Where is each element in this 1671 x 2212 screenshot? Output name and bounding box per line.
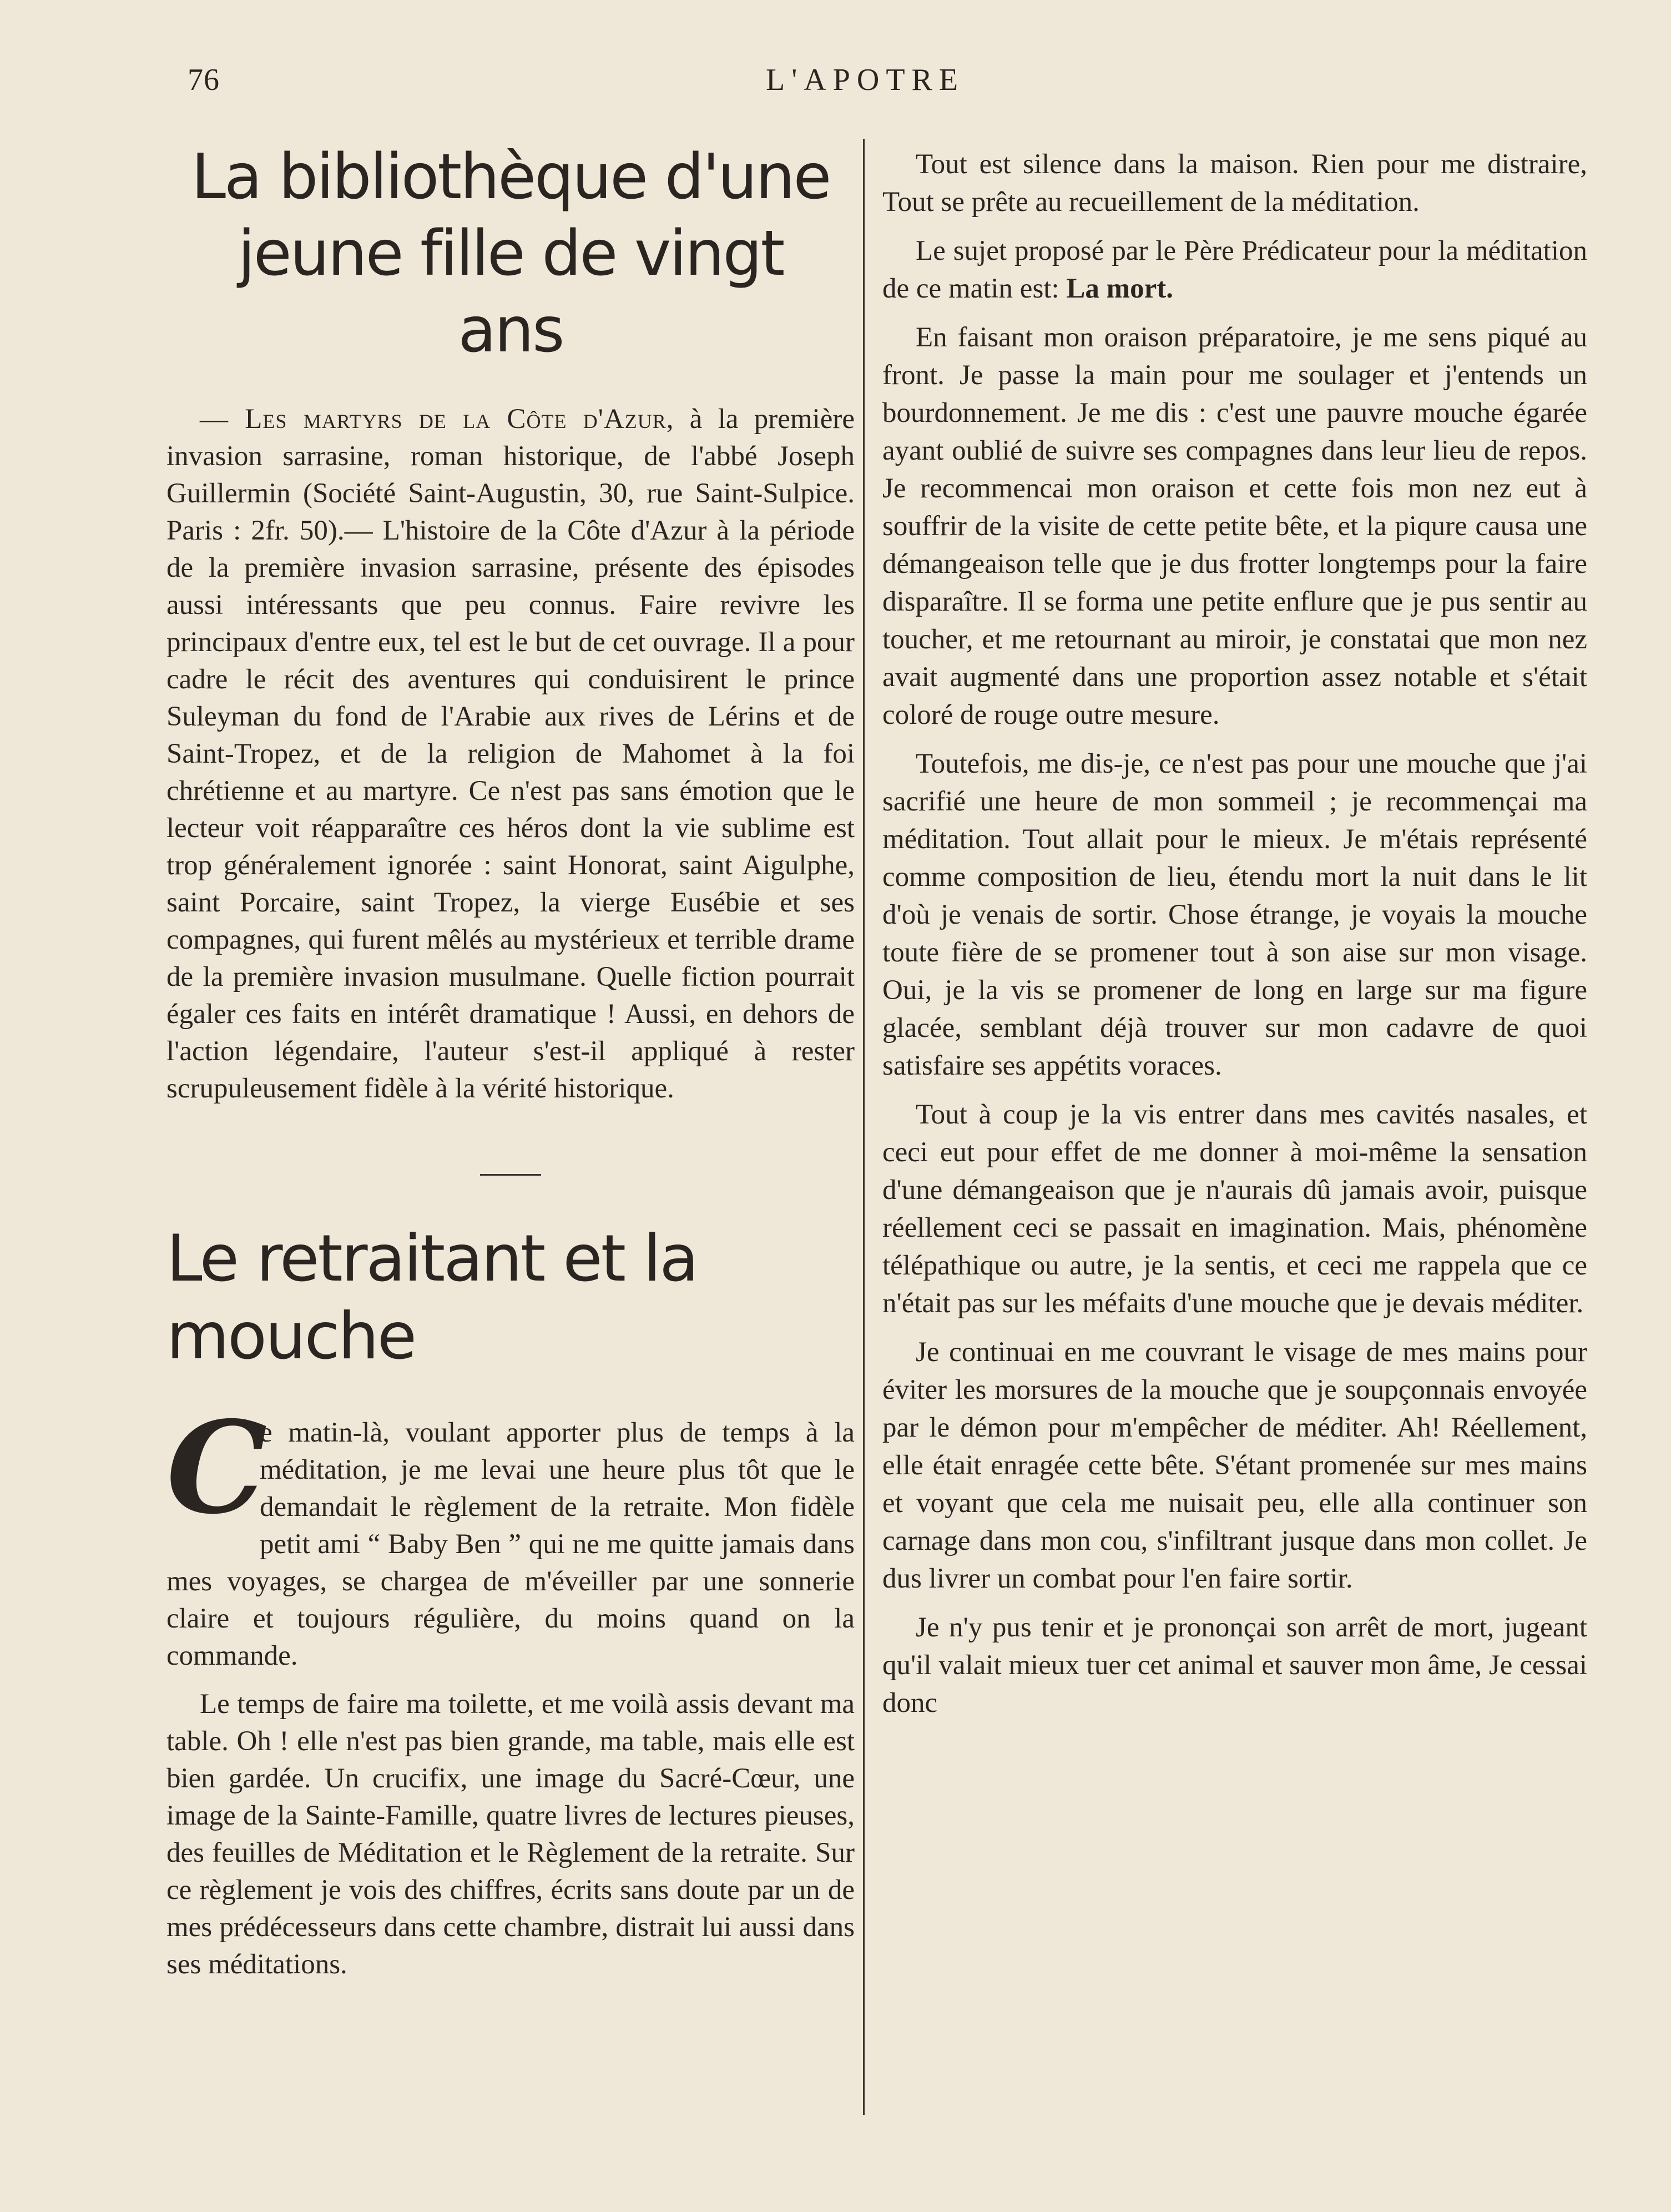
article2-paragraph-6: Toutefois, me dis-je, ce n'est pas pour une mouche que j'ai sacrifié une heure de mon sommeil ; je recommençai ma méditation. Tout allait pour le mieux. Je m'étais représenté comme composition de lieu, étendu mort la nuit dans le lit d'où je venais de sortir. Chose étrange, je voyais la mouche toute fière de se promener tout à son aise sur mon visage. Oui, je la vis se promener de long en large sur ma figure glacée, semblant déjà trouver sur mon cadavre de quoi satisfaire ses appétits voraces. — [882, 748, 1587, 1081]
page-number: 76 — [188, 63, 220, 97]
section-separator — [480, 1174, 541, 1176]
left-column — [166, 139, 855, 1983]
article1-title: La bibliothèque d'une jeune fille de vingt ans — [191, 141, 830, 366]
article2-paragraph-8: Je continuai en me couvrant le visage de mes mains pour éviter les morsures de la mouche que je soupçonnais envoyée par le démon pour m'empêcher de méditer. Ah! Réellement, elle était enragée cette bête. S'étant promenée sur mes mains et voyant que cela me nuisait peu, elle alla continuer son carnage dans mon cou, s'infiltrant jusque dans mon collet. Je dus livrer un combat pour l'en faire sortir. — [882, 1337, 1587, 1594]
article2-first-text: e matin-là, voulant apporter plus de temps à la méditation, je me levai une heure plus tôt que le demandait le règlement de la retraite. Mon fidèle petit ami “ Baby Ben ” qui ne me quitte jamais dans mes voyages, se chargea de m'éveiller par une sonnerie claire et toujours régulière, du moins quand on la commande. — [166, 1417, 855, 1671]
article2-first-paragraph — [166, 1393, 855, 1675]
article2-paragraph-7: Tout à coup je la vis entrer dans mes cavités nasales, et ceci eut pour effet de me donner à moi-même la sensation d'une démangeaison que je n'aurais dû jamais avoir, puisque réellement ceci se passait en imagination. Mais, phénomène télépathique ou autre, je la sentis, et ceci me rappela que ce n'était pas sur les méfaits d'une mouche que je devais méditer. — [882, 1099, 1587, 1319]
article2-paragraph-3: Tout est silence dans la maison. Rien pour me distraire, Tout se prête au recueillement de la méditation. — [882, 149, 1587, 218]
paragraph-4-bold: La mort. — [1066, 273, 1174, 304]
article2-paragraph-2: Le temps de faire ma toilette, et me voilà assis devant ma table. Oh ! elle n'est pas bien grande, ma table, mais elle est bien gardée. Un crucifix, une image du Sacré-Cœur, une image de la Sainte-Famille, quatre livres de lectures pieuses, des feuilles de Méditation et le Règlement de la retraite. Sur ce règlement je vois des chiffres, écrits sans doute par un de mes prédécesseurs dans cette chambre, distrait lui aussi dans ses méditations. — [166, 1689, 855, 1980]
article2-paragraph-4 — [882, 232, 1587, 308]
article1-body — [166, 401, 855, 1107]
right-column — [882, 145, 1587, 1722]
column-rule — [863, 139, 865, 2115]
article1-text: à la première invasion sarrasine, roman historique, de l'abbé Joseph Guillermin (Société Saint-Augustin, 30, rue Saint-Sulpice. Paris : 2fr. 50).— L'histoire de la Côte d'Azur à la période de la première invasion sarrasine, présente des épisodes aussi intéressants que peu connus. Faire revivre les principaux d'entre eux, tel est le but de cet ouvrage. Il a pour cadre le récit des aventures qui conduisirent le prince Suleyman du fond de l'Arabie aux rives de Lérins et de Saint-Tropez, et de la religion de Mahomet à la foi chrétienne et au martyre. Ce n'est pas sans émotion que le lecteur voit réapparaître ces héros dont la vie sublime est trop généralement ignorée : saint Honorat, saint Aigulphe, saint Porcaire, saint Tropez, la vierge Eusébie et ses compagnes, qui furent mêlés au mystérieux et terrible drame de la première invasion musulmane. Quelle fiction pourrait égaler ces faits en intérêt dramatique ! Aussi, en dehors de l'action légendaire, l'auteur s'est-il appliqué à rester scrupuleusement fidèle à la vérité historique. — [166, 404, 855, 1104]
running-head: L'APOTRE — [766, 63, 965, 97]
article2-title: Le retraitant et la mouche — [166, 1221, 698, 1374]
article2-paragraph-5: En faisant mon oraison préparatoire, je me sens piqué au front. Je passe la main pour me soulager et j'entends un bourdonnement. Je me dis : c'est une pauvre mouche égarée ayant oublié de suivre ses compagnes dans leur lieu de repos. Je recommencai mon oraison et cette fois mon nez eut à souffrir de la visite de cette petite bête, et la piqure causa une démangeaison telle que je dus frotter longtemps pour la faire disparaître. Il se forma une petite enflure que je pus sentir au toucher, et me retournant au miroir, je constatai que mon nez avait augmenté dans une proportion assez notable et s'était coloré de rouge outre mesure. — [882, 322, 1587, 730]
paragraph-4-text: Le sujet proposé par le Père Prédicateur pour la méditation de ce matin est: — [882, 235, 1587, 304]
article1-lead: — Les martyrs de la Côte d'Azur, — [200, 404, 674, 435]
article2-paragraph-9: Je n'y pus tenir et je prononçai son arrêt de mort, jugeant qu'il valait mieux tuer cet animal et sauver mon âme, Je cessai donc — [882, 1612, 1587, 1719]
drop-cap: C — [166, 1393, 267, 1542]
